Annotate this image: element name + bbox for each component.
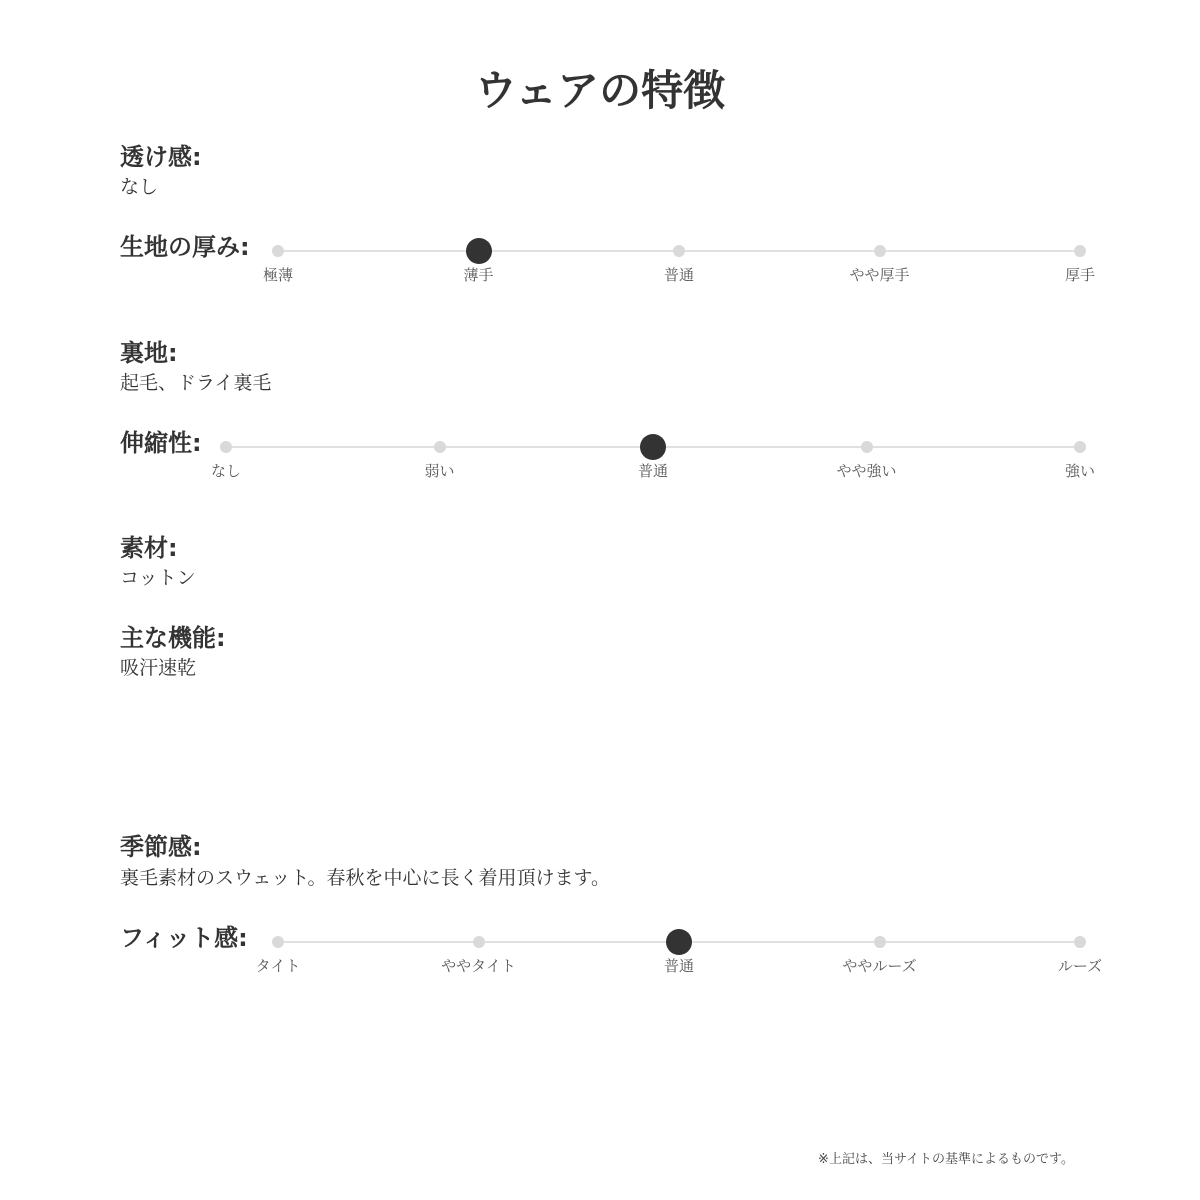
season-label: 季節感: bbox=[120, 833, 202, 861]
fit-stop-label: ややルーズ bbox=[842, 957, 917, 975]
fit-stop-label: ルーズ bbox=[1057, 957, 1103, 975]
transparency-label: 透け感: bbox=[120, 143, 202, 171]
thickness-stop-dot bbox=[272, 245, 284, 257]
stretch-stop-label: 普通 bbox=[637, 462, 668, 480]
thickness-scale bbox=[262, 250, 1095, 310]
material-value: コットン bbox=[120, 567, 196, 589]
thickness-stop-label: やや厚手 bbox=[849, 266, 910, 284]
thickness-stop-label: 普通 bbox=[663, 266, 694, 284]
stretch-selected-marker bbox=[640, 434, 666, 460]
transparency-value: なし bbox=[120, 176, 159, 198]
stretch-stop-label: やや強い bbox=[836, 462, 897, 480]
fit-stop-label: タイト bbox=[255, 957, 301, 975]
fit-stop-dot bbox=[272, 936, 284, 948]
thickness-selected-marker bbox=[466, 238, 492, 264]
lining-label: 裏地: bbox=[120, 339, 178, 367]
stretch-stop-dot bbox=[1074, 441, 1086, 453]
thickness-stop-label: 厚手 bbox=[1064, 266, 1095, 284]
thickness-stop-label: 薄手 bbox=[463, 266, 494, 284]
lining-value: 起毛、ドライ裏毛 bbox=[120, 372, 272, 394]
fit-stop-dot bbox=[473, 936, 485, 948]
thickness-stop-dot bbox=[874, 245, 886, 257]
material-label: 素材: bbox=[120, 534, 178, 562]
fit-selected-marker bbox=[666, 929, 692, 955]
thickness-stop-dot bbox=[1074, 245, 1086, 257]
fit-stop-dot bbox=[1074, 936, 1086, 948]
stretch-stop-dot bbox=[861, 441, 873, 453]
stretch-stop-label: 弱い bbox=[424, 462, 455, 480]
thickness-stop-label: 極薄 bbox=[262, 266, 293, 284]
page-title: ウェアの特徴 bbox=[474, 66, 726, 115]
stretch-scale bbox=[210, 446, 1095, 506]
fit-stop-label: 普通 bbox=[663, 957, 694, 975]
functions-value: 吸汗速乾 bbox=[120, 657, 197, 679]
functions-label: 主な機能: bbox=[120, 624, 226, 652]
season-value: 裏毛素材のスウェット。春秋を中心に長く着用頂けます。 bbox=[120, 867, 611, 889]
fit-stop-dot bbox=[874, 936, 886, 948]
stretch-stop-dot bbox=[434, 441, 446, 453]
stretch-stop-label: なし bbox=[210, 462, 241, 480]
stretch-stop-label: 強い bbox=[1064, 462, 1095, 480]
footnote: ※上記は、当サイトの基準によるものです。 bbox=[818, 1152, 1074, 1167]
fit-label: フィット感: bbox=[120, 924, 248, 952]
thickness-label: 生地の厚み: bbox=[120, 233, 250, 261]
thickness-stop-dot bbox=[673, 245, 685, 257]
stretch-label: 伸縮性: bbox=[120, 429, 202, 457]
fit-scale bbox=[255, 941, 1103, 1001]
fit-stop-label: ややタイト bbox=[441, 957, 516, 975]
stretch-stop-dot bbox=[220, 441, 232, 453]
